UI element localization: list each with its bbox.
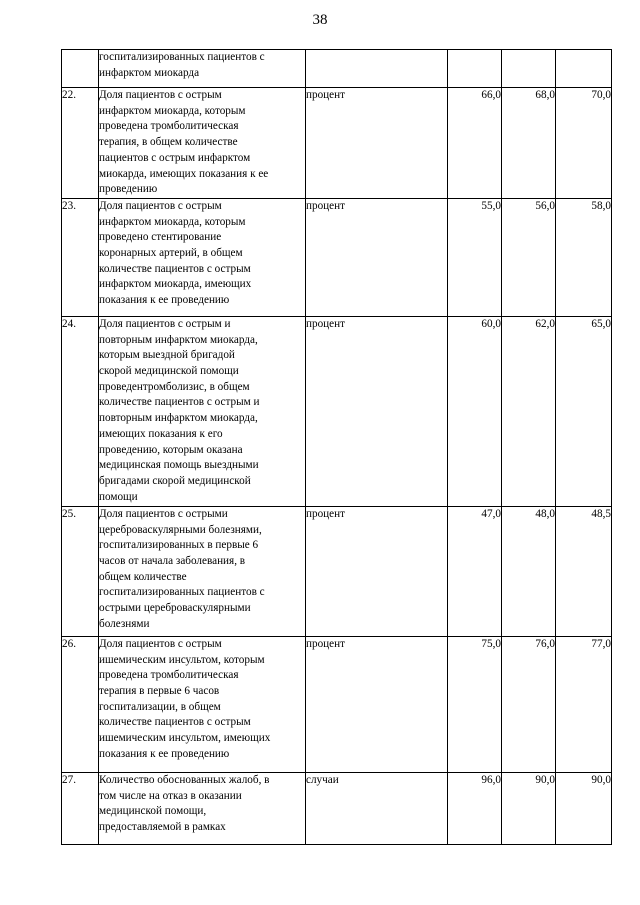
description-line: инфарктом миокарда, которым <box>99 104 246 117</box>
value-cell-year-2: 62,0 <box>502 316 556 506</box>
description-line: цереброваскулярными болезнями, <box>99 523 262 536</box>
description-line: повторным инфарктом миокарда, <box>99 333 258 346</box>
value-cell-year-2: 56,0 <box>502 198 556 316</box>
value-cell-year-1: 55,0 <box>448 198 502 316</box>
value-cell-year-2: 48,0 <box>502 506 556 636</box>
value-cell-year-3: 48,5 <box>556 506 612 636</box>
description-line: острыми цереброваскулярными <box>99 602 251 615</box>
description-line: инфарктом миокарда <box>99 66 200 79</box>
description-line: скорой медицинской помощи <box>99 365 239 378</box>
value-cell-year-3: 77,0 <box>556 636 612 772</box>
value-cell-year-1: 66,0 <box>448 88 502 199</box>
indicator-description-cell <box>99 636 306 772</box>
value-cell-year-3: 65,0 <box>556 316 612 506</box>
description-line: ишемическим инсультом, которым <box>99 653 265 666</box>
description-line: Доля пациентов с острым <box>99 199 222 212</box>
description-line: количестве пациентов с острым <box>99 716 251 729</box>
description-line: медицинская помощь выездными <box>99 459 259 472</box>
indicator-description-cell <box>99 772 306 844</box>
unit-cell: процент <box>306 316 448 506</box>
value-cell-year-1: 75,0 <box>448 636 502 772</box>
description-line: пациентов с острым инфарктом <box>99 151 251 164</box>
value-cell-year-1: 60,0 <box>448 316 502 506</box>
description-line: терапия в первые 6 часов <box>99 685 220 698</box>
description-line: предоставляемой в рамках <box>99 821 226 834</box>
description-line: повторным инфарктом миокарда, <box>99 412 258 425</box>
row-number-cell: 23. <box>62 198 99 316</box>
value-cell-year-2: 76,0 <box>502 636 556 772</box>
unit-cell: процент <box>306 88 448 199</box>
description-line: медицинской помощи, <box>99 805 207 818</box>
description-line: терапия, в общем количестве <box>99 136 238 149</box>
value-cell-year-1: 47,0 <box>448 506 502 636</box>
unit-cell: случаи <box>306 772 448 844</box>
table-row <box>62 88 612 199</box>
description-line: миокарда, имеющих показания к ее <box>99 167 269 180</box>
description-line: которым выездной бригадой <box>99 349 235 362</box>
description-line: Доля пациентов с острым <box>99 637 222 650</box>
description-line: коронарных артерий, в общем <box>99 247 243 260</box>
row-number-cell: 27. <box>62 772 99 844</box>
indicator-description-cell <box>99 198 306 316</box>
description-line: количестве пациентов с острым и <box>99 396 260 409</box>
description-line: бригадами скорой медицинской <box>99 474 251 487</box>
row-number-cell: 25. <box>62 506 99 636</box>
description-line: болезнями <box>99 617 150 630</box>
description-line: Доля пациентов с острыми <box>99 507 228 520</box>
description-line: помощи <box>99 490 138 503</box>
description-line: проведению, которым оказана <box>99 443 243 456</box>
page-number: 38 <box>312 12 328 28</box>
description-line: инфарктом миокарда, которым <box>99 215 246 228</box>
description-line: показания к ее проведению <box>99 294 230 307</box>
table-row <box>62 506 612 636</box>
description-line: Доля пациентов с острым и <box>99 317 231 330</box>
description-line: общем количестве <box>99 570 187 583</box>
value-cell-year-3: 58,0 <box>556 198 612 316</box>
indicator-description-cell <box>99 506 306 636</box>
unit-cell: процент <box>306 506 448 636</box>
description-line: показания к ее проведению <box>99 747 230 760</box>
description-line: имеющих показания к его <box>99 427 223 440</box>
unit-cell <box>306 50 448 88</box>
value-cell-year-3: 70,0 <box>556 88 612 199</box>
table-row <box>62 772 612 844</box>
description-line: Количество обоснованных жалоб, в <box>99 773 270 786</box>
description-line: Доля пациентов с острым <box>99 89 222 101</box>
description-line: проведена тромболитическая <box>99 669 239 682</box>
value-cell-year-1 <box>448 50 502 88</box>
row-number-cell: 24. <box>62 316 99 506</box>
description-line: часов от начала заболевания, в <box>99 555 246 568</box>
description-line: проведена тромболитическая <box>99 120 239 133</box>
description-line: проведено стентирование <box>99 231 222 244</box>
description-line: проведению <box>99 183 158 196</box>
value-cell-year-2 <box>502 50 556 88</box>
value-cell-year-2: 68,0 <box>502 88 556 199</box>
description-line: госпитализированных пациентов с <box>99 51 265 63</box>
description-line: госпитализированных в первые 6 <box>99 539 259 552</box>
value-cell-year-3: 90,0 <box>556 772 612 844</box>
description-line: госпитализации, в общем <box>99 700 221 713</box>
value-cell-year-1: 96,0 <box>448 772 502 844</box>
row-number-cell: 22. <box>62 88 99 199</box>
indicators-table <box>61 49 612 845</box>
row-number-cell: 26. <box>62 636 99 772</box>
table-row <box>62 636 612 772</box>
table-row <box>62 50 612 88</box>
description-line: количестве пациентов с острым <box>99 262 251 275</box>
description-line: госпитализированных пациентов с <box>99 586 265 599</box>
description-line: инфарктом миокарда, имеющих <box>99 278 252 291</box>
indicator-description-cell <box>99 88 306 199</box>
table-row <box>62 316 612 506</box>
indicator-description-cell <box>99 50 306 88</box>
description-line: ишемическим инсультом, имеющих <box>99 732 271 745</box>
indicator-description-cell <box>99 316 306 506</box>
description-line: том числе на отказ в оказании <box>99 789 242 802</box>
value-cell-year-3 <box>556 50 612 88</box>
description-line: проведентромболизис, в общем <box>99 380 250 393</box>
unit-cell: процент <box>306 636 448 772</box>
table-row <box>62 198 612 316</box>
row-number-cell <box>62 50 99 88</box>
unit-cell: процент <box>306 198 448 316</box>
value-cell-year-2: 90,0 <box>502 772 556 844</box>
